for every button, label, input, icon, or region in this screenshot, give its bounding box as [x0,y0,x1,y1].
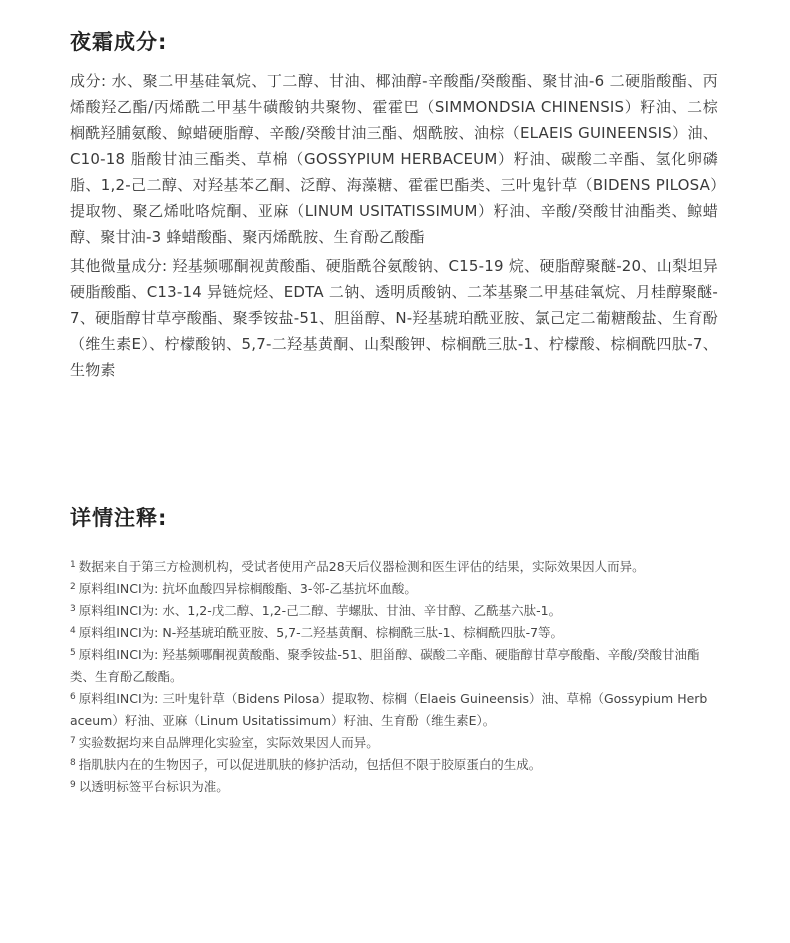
footnote-number: 2 [70,582,76,592]
footnote [70,578,710,600]
footnote-number: 7 [70,736,76,746]
footnote-text: 原料组INCI为: 水、1,2-戊二醇、1,2-己二醇、芋螺肽、甘油、辛甘醇、乙酰基六肽-1。 [78,603,562,618]
main-ingredients-text: 成分: 水、聚二甲基硅氧烷、丁二醇、甘油、椰油醇-辛酸酯/癸酸酯、聚甘油-6 二硬脂酸酯、丙烯酸羟乙酯/丙烯酰二甲基牛磺酸钠共聚物、霍霍巴（SIMMONDSIA CHINENSIS）籽油、二棕榈酰羟脯氨酸、鲸蜡硬脂醇、辛酸/癸酸甘油三酯、烟酰胺、油棕（ELAEIS GUINEENSIS）油、C10-18 脂酸甘油三酯类、草棉（GOSSYPIUM HERBACEUM）籽油、碳酸二辛酯、氢化卵磷脂、1,2-己二醇、对羟基苯乙酮、泛醇、海藻糖、霍霍巴酯类、三叶鬼针草（BIDENS PILOSA）提取物、聚乙烯吡咯烷酮、亚麻（LINUM USITATISSIMUM）籽油、辛酸/癸酸甘油酯类、鲸蜡醇、聚甘油-3 蜂蜡酸酯、聚丙烯酰胺、生育酚乙酸酯 [70,72,718,246]
detail-notes-title: 详情注释: [70,506,168,530]
minor-ingredients-text: 其他微量成分: 羟基频哪酮视黄酸酯、硬脂酰谷氨酸钠、C15-19 烷、硬脂醇聚醚-20、山梨坦异硬脂酸酯、C13-14 异链烷烃、EDTA 二钠、透明质酸钠、二苯基聚二甲基硅氧烷、月桂醇聚醚-7、硬脂醇甘草亭酸酯、聚季铵盐-51、胆甾醇、N-羟基琥珀酰亚胺、氯己定二葡糖酸盐、生育酚（维生素E）、柠檬酸钠、5,7-二羟基黄酮、山梨酸钾、棕榈酰三肽-1、柠檬酸、棕榈酰四肽-7、生物素 [70,257,718,379]
footnote-number: 9 [70,780,76,790]
footnote [70,776,710,798]
footnote-text: 以透明标签平台标识为准。 [78,779,229,794]
ingredients-block [70,68,718,386]
footnote [70,600,710,622]
footnote-number: 5 [70,648,76,658]
footnote-number: 8 [70,758,76,768]
footnote [70,644,710,688]
footnotes-list [70,556,710,798]
footnote [70,688,710,732]
footnote-text: 原料组INCI为: 三叶鬼针草（Bidens Pilosa）提取物、棕榈（Elaeis Guineensis）油、草棉（Gossypium Herbaceum）籽油、亚麻（Linum Usitatissimum）籽油、生育酚（维生素E）。 [70,691,708,728]
footnote-number: 4 [70,626,76,636]
footnote-text: 原料组INCI为: 抗坏血酸四异棕榈酸酯、3-邻-乙基抗坏血酸。 [78,581,417,596]
footnote-text: 实验数据均来自品牌理化实验室，实际效果因人而异。 [78,735,379,750]
footnote [70,556,710,578]
footnote [70,754,710,776]
footnote-text: 原料组INCI为: 羟基频哪酮视黄酸酯、聚季铵盐-51、胆甾醇、碳酸二辛酯、硬脂醇甘草亭酸酯、辛酸/癸酸甘油酯类、生育酚乙酸酯。 [70,647,700,684]
footnote [70,622,710,644]
footnote-text: 原料组INCI为: N-羟基琥珀酰亚胺、5,7-二羟基黄酮、棕榈酰三肽-1、棕榈酰四肽-7等。 [78,625,564,640]
footnote-number: 3 [70,604,76,614]
footnote-number: 6 [70,692,76,702]
footnote-number: 1 [70,560,76,570]
night-cream-ingredients-title: 夜霜成分: [70,30,168,54]
footnote [70,732,710,754]
footnote-text: 数据来自于第三方检测机构，受试者使用产品28天后仪器检测和医生评估的结果，实际效果因人而异。 [78,559,645,574]
footnote-text: 指肌肤内在的生物因子，可以促进肌肤的修护活动，包括但不限于胶原蛋白的生成。 [78,757,542,772]
